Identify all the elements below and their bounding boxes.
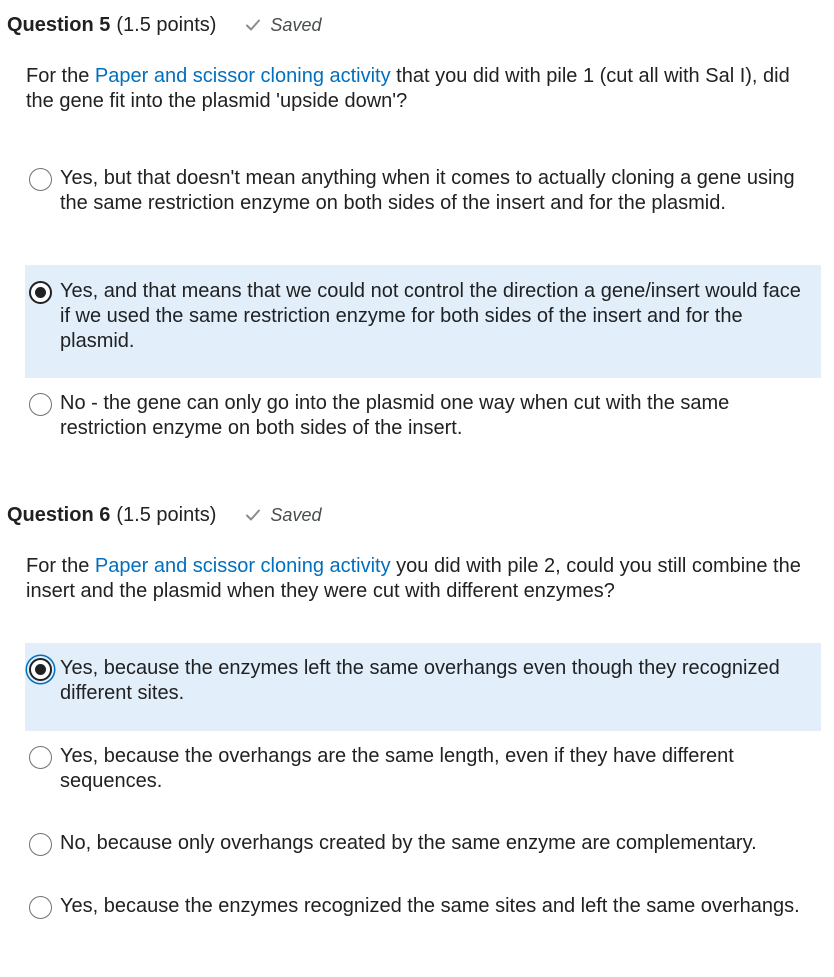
radio-button[interactable] <box>29 281 52 304</box>
answer-option[interactable] <box>25 744 821 806</box>
radio-button[interactable] <box>29 746 52 769</box>
radio-button[interactable] <box>29 168 52 191</box>
question-text-after: you did with pile 2, could you still combine the insert and the plasmid when they were cut with different enzymes? <box>26 555 801 602</box>
radio-button[interactable] <box>29 833 52 856</box>
option-label: No - the gene can only go into the plasmid one way when cut with the same restriction enzyme on both sides of the insert. <box>60 392 730 439</box>
question-text-before: For the <box>26 555 95 577</box>
radio-button[interactable] <box>29 658 52 681</box>
saved-label: Saved <box>270 504 322 525</box>
saved-status <box>244 505 321 526</box>
question-header <box>7 13 321 37</box>
option-label: No, because only overhangs created by the same enzyme are complementary. <box>60 832 757 854</box>
radio-button[interactable] <box>29 393 52 416</box>
option-label: Yes, because the overhangs are the same length, even if they have different sequences. <box>60 745 734 792</box>
saved-status <box>244 15 321 36</box>
question-points: (1.5 points) <box>116 13 217 36</box>
option-label: Yes, but that doesn't mean anything when it comes to actually cloning a gene using the same restriction enzyme on both sides of the insert and for the plasmid. <box>60 167 795 214</box>
saved-label: Saved <box>270 14 322 35</box>
answer-option[interactable] <box>25 894 821 956</box>
question-text-before: For the <box>26 65 95 87</box>
question-header <box>7 503 321 527</box>
radio-button[interactable] <box>29 896 52 919</box>
check-icon <box>244 16 262 34</box>
activity-link[interactable]: Paper and scissor cloning activity <box>94 65 391 87</box>
option-label: Yes, and that means that we could not control the direction a gene/insert would face if we used the same restriction enzyme for both sides of the insert and for the plasmid. <box>60 280 801 352</box>
option-label: Yes, because the enzymes recognized the same sites and left the same overhangs. <box>60 895 800 917</box>
question-title: Question 6 <box>7 503 111 526</box>
check-icon <box>244 506 262 524</box>
option-label: Yes, because the enzymes left the same overhangs even though they recognized different sites. <box>60 657 780 704</box>
answer-option[interactable] <box>25 165 821 252</box>
answer-option[interactable] <box>25 265 821 378</box>
activity-link[interactable]: Paper and scissor cloning activity <box>94 555 391 577</box>
answer-option[interactable] <box>25 643 821 731</box>
question-points: (1.5 points) <box>116 503 217 526</box>
question-text <box>26 554 816 604</box>
answer-option[interactable] <box>25 831 821 867</box>
answer-option[interactable] <box>25 391 821 453</box>
question-text <box>26 64 816 114</box>
question-title: Question 5 <box>7 13 111 36</box>
question-text-after: that you did with pile 1 (cut all with Sal I), did the gene fit into the plasmid 'upside down'? <box>26 65 790 112</box>
